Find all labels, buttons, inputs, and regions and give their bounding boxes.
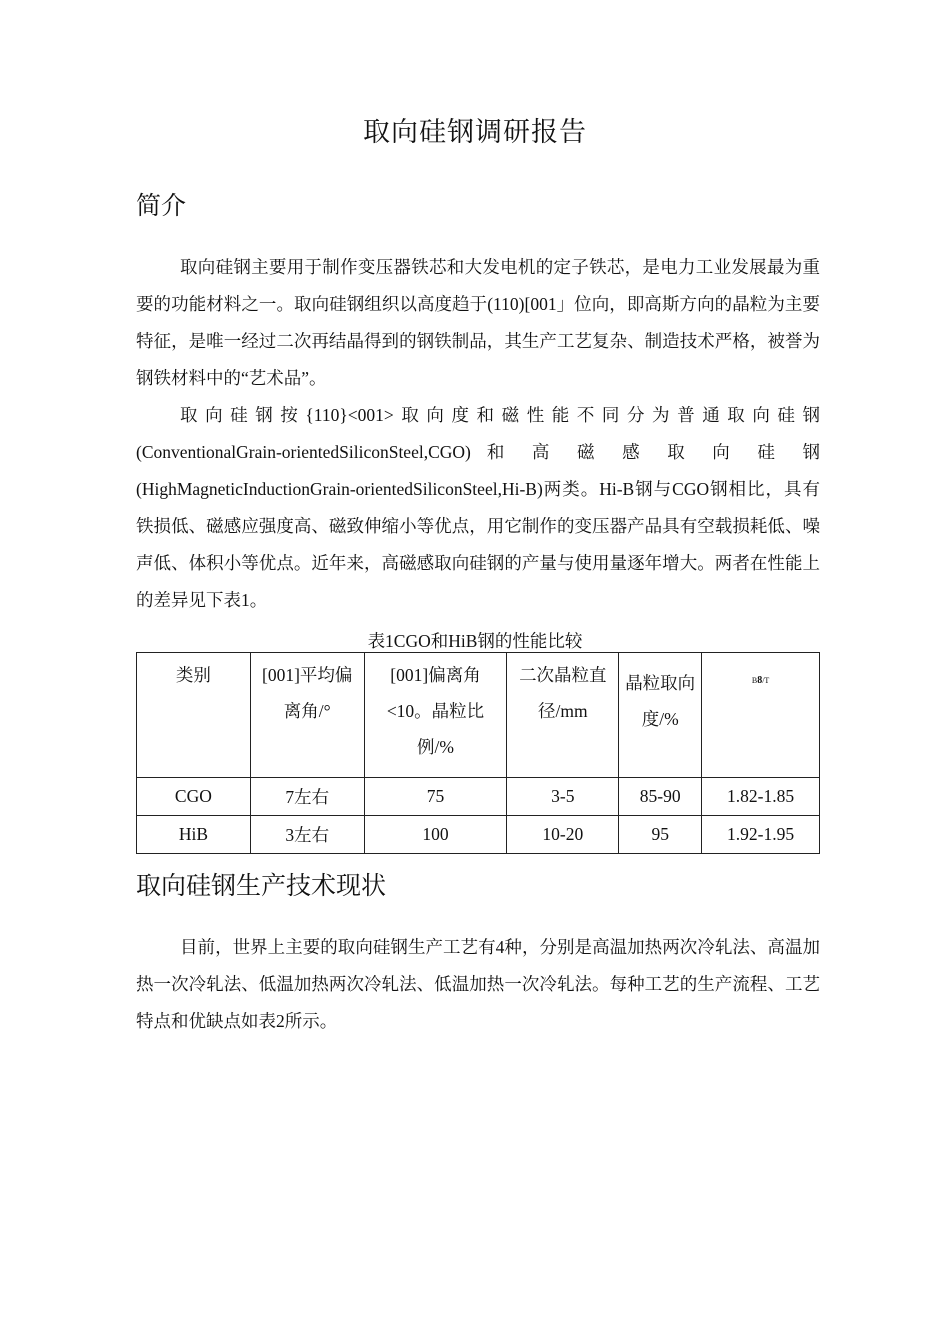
intro-paragraph-2-line-1: 取向硅钢按{110}<001>取向度和磁性能不同分为普通取向硅钢: [180, 405, 820, 425]
intro-paragraph-2: [136, 397, 820, 619]
table-cell: CGO: [137, 778, 251, 816]
performance-comparison-table: [136, 652, 820, 854]
section-heading-intro: 简介: [136, 193, 187, 220]
header-cell-category: 类别: [137, 653, 251, 778]
table-cell: 1.92-1.95: [702, 816, 820, 854]
header-cell-orientation: 晶粒取向度/%: [619, 653, 702, 778]
table-cell: 75: [364, 778, 507, 816]
header-cell-b8: [702, 653, 820, 778]
intro-paragraph-2-rest: (HighMagneticInductionGrain-orientedSiliconSteel,Hi-B)两类。Hi-B钢与CGO钢相比，具有铁损低、磁感应强度高、磁致伸缩小等优点，用它制作的变压器产品具有空载损耗低、噪声低、体积小等优点。近年来，高磁感取向硅钢的产量与使用量逐年增大。两者在性能上的差异见下表1。: [136, 479, 820, 610]
table-header-row: [137, 653, 820, 778]
table-row: [137, 816, 820, 854]
table-cell: 100: [364, 816, 507, 854]
table-cell: 1.82-1.85: [702, 778, 820, 816]
document-title: 取向硅钢调研报告: [363, 117, 587, 147]
header-cell-grain-ratio: [001]偏离角<10。晶粒比例/%: [364, 653, 507, 778]
table-cell: 85-90: [619, 778, 702, 816]
production-paragraph: 目前，世界上主要的取向硅钢生产工艺有4种，分别是高温加热两次冷轧法、高温加热一次冷轧法、低温加热两次冷轧法、低温加热一次冷轧法。每种工艺的生产流程、工艺特点和优缺点如表2所示。: [136, 937, 820, 1031]
table-cell: 3左右: [250, 816, 364, 854]
header-cell-avg-deviation: [001]平均偏离角/°: [250, 653, 364, 778]
intro-paragraph-2-line-2: (ConventionalGrain-orientedSiliconSteel,CGO) 和 高 磁 感 取 向 硅 钢: [136, 442, 820, 462]
intro-paragraph-1: 取向硅钢主要用于制作变压器铁芯和大发电机的定子铁芯，是电力工业发展最为重要的功能材料之一。取向硅钢组织以高度趋于(110)[001」位向，即高斯方向的晶粒为主要特征，是唯一经过二次再结晶得到的钢铁制品，其生产工艺复杂、制造技术严格，被誉为钢铁材料中的“艺术品”。: [136, 257, 820, 388]
header-cell-grain-diameter: 二次晶粒直径/mm: [507, 653, 619, 778]
table-row: [137, 778, 820, 816]
table-cell: 7左右: [250, 778, 364, 816]
table-cell: 95: [619, 816, 702, 854]
b8-symbol: B8/T: [751, 675, 770, 686]
table-cell: HiB: [137, 816, 251, 854]
table-cell: 3-5: [507, 778, 619, 816]
section-heading-production: 取向硅钢生产技术现状: [136, 873, 387, 900]
table-caption: 表1CGO和HiB钢的性能比较: [367, 631, 583, 651]
table-cell: 10-20: [507, 816, 619, 854]
